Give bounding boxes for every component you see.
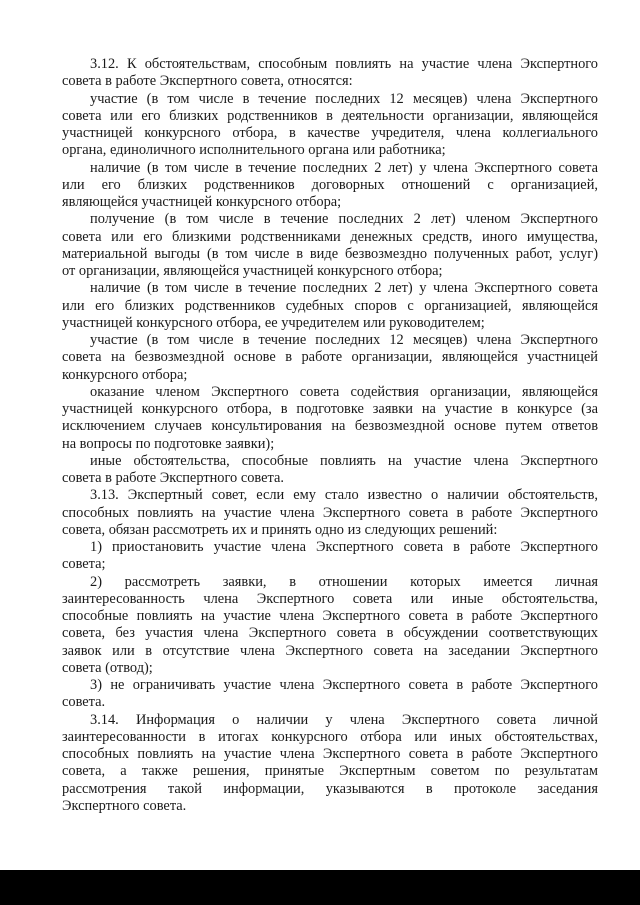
text-line: или его близких родственников судебных споров с организацией, являющейся bbox=[62, 297, 598, 314]
text-line: способных повлиять на участие члена Экспертного совета в работе Экспертного bbox=[62, 504, 598, 521]
text-line: получение (в том числе в течение последних 2 лет) членом Экспертного bbox=[90, 211, 598, 228]
text-line: заинтересованности в итогах конкурсного отбора или иных обстоятельствах, bbox=[62, 728, 598, 745]
text-line: иные обстоятельства, способные повлиять на участие члена Экспертного bbox=[90, 452, 598, 469]
text-line: органа, единоличного исполнительного органа или работника; bbox=[62, 142, 446, 159]
text-line: исключением случаев консультирования на безвозмездной основе путем ответов bbox=[62, 418, 598, 435]
text-line: совета. bbox=[62, 694, 106, 711]
text-line: материальной выгоды (в том числе в виде безвозмездно полученных работ, услуг) bbox=[62, 245, 598, 262]
text-line: заявок или в отсутствие члена Экспертного совета на заседании Экспертного bbox=[62, 642, 598, 659]
text-line: оказание членом Экспертного совета содействия организации, являющейся bbox=[90, 383, 598, 400]
text-line: от организации, являющейся участницей конкурсного отбора; bbox=[62, 263, 443, 279]
text-line: на вопросы по подготовке заявки); bbox=[62, 435, 275, 452]
scan-bottom-border bbox=[0, 870, 640, 905]
text-line: 1) приостановить участие члена Экспертного совета в работе Экспертного bbox=[90, 539, 598, 555]
text-line: участницей конкурсного отбора, в качестве учредителя, члена коллегиального bbox=[62, 125, 598, 141]
text-line: совета (отвод); bbox=[62, 659, 153, 676]
text-line: 3) не ограничивать участие члена Экспертного совета в работе Экспертного bbox=[90, 677, 598, 693]
text-line: или его близких родственников договорных отношений с организацией, bbox=[62, 176, 598, 193]
text-line: участницей конкурсного отбора, в подготовке заявки на участие в конкурсе (за bbox=[62, 401, 598, 417]
text-line: 3.14. Информация о наличии у члена Экспертного совета личной bbox=[90, 711, 598, 728]
text-line: рассмотрения такой информации, указываются в протоколе заседания bbox=[62, 780, 598, 797]
text-line: Экспертного совета. bbox=[62, 797, 187, 814]
text-line: участие (в том числе в течение последних 12 месяцев) члена Экспертного bbox=[90, 332, 598, 348]
text-line: 3.12. К обстоятельствам, способным повлиять на участие члена Экспертного bbox=[90, 56, 598, 72]
text-line: участницей конкурсного отбора, ее учредителем или руководителем; bbox=[62, 314, 485, 331]
text-line: заинтересованность члена Экспертного совета или иные обстоятельства, bbox=[62, 590, 598, 607]
text-line: способных повлиять на участие члена Экспертного совета в работе Экспертного bbox=[62, 746, 598, 762]
text-line: 2) рассмотреть заявки, в отношении которых имеется личная bbox=[90, 573, 598, 590]
text-line: совета в работе Экспертного совета. bbox=[62, 470, 284, 486]
text-line: наличие (в том числе в течение последних 2 лет) у члена Экспертного совета bbox=[90, 280, 598, 297]
text-line: совета или его близких родственников в деятельности организации, являющейся bbox=[62, 107, 598, 124]
text-line: совета в работе Экспертного совета, относятся: bbox=[62, 73, 353, 90]
text-line: участие (в том числе в течение последних 12 месяцев) члена Экспертного bbox=[90, 90, 598, 107]
text-line: конкурсного отбора; bbox=[62, 366, 188, 383]
text-line: 3.13. Экспертный совет, если ему стало известно о наличии обстоятельств, bbox=[90, 487, 598, 504]
text-line: совета, а также решения, принятые Экспертным советом по результатам bbox=[62, 763, 598, 780]
text-line: совета; bbox=[62, 556, 106, 573]
text-line: являющейся участницей конкурсного отбора; bbox=[62, 194, 342, 210]
text-line: совета на безвозмездной основе в работе организации, являющейся участницей bbox=[62, 349, 598, 366]
text-line: наличие (в том числе в течение последних 2 лет) у члена Экспертного совета bbox=[90, 159, 598, 176]
document-body bbox=[62, 56, 598, 815]
text-line: способные повлиять на участие члена Экспертного совета в работе Экспертного bbox=[62, 608, 598, 624]
text-line: совета, без участия члена Экспертного совета в обсуждении соответствующих bbox=[62, 625, 598, 642]
text-line: совета, обязан рассмотреть их и принять одно из следующих решений: bbox=[62, 521, 498, 538]
text-line: совета или его близкими родственниками денежных средств, иного имущества, bbox=[62, 228, 598, 245]
